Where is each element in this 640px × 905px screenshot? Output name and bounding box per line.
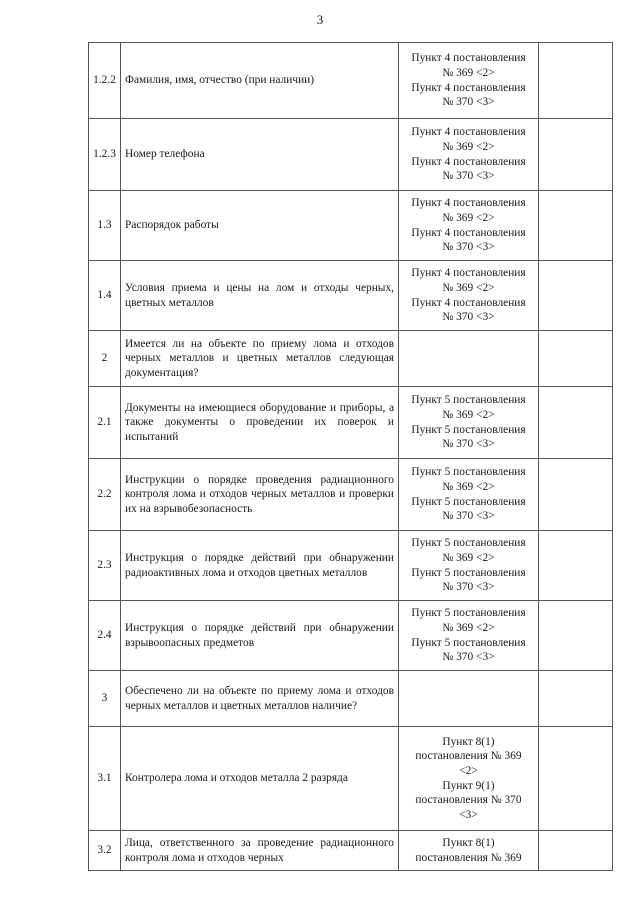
- reference-line: Пункт 5 постановления: [411, 537, 526, 550]
- reference-line: Пункт 5 постановления: [411, 466, 526, 479]
- row-number: 2.1: [89, 387, 121, 459]
- table-row: [89, 43, 613, 119]
- reference-line: Пункт 4 постановления: [411, 81, 526, 94]
- reference-line: Пункт 5 постановления: [411, 495, 526, 508]
- reference-line: постановления № 369: [415, 750, 522, 763]
- reference-line: <3>: [459, 808, 478, 821]
- table-row: [89, 387, 613, 459]
- reference-line: Пункт 4 постановления: [411, 52, 526, 65]
- reference-line: Пункт 8(1): [442, 836, 495, 849]
- table-row: [89, 331, 613, 387]
- row-reference: [399, 531, 539, 601]
- table-row: [89, 727, 613, 831]
- row-number: 2.2: [89, 459, 121, 531]
- row-question: Лица, ответственного за проведение радиационного контроля лома и отходов черных: [121, 831, 399, 871]
- answer-cell: [539, 831, 613, 871]
- reference-line: № 369 <2>: [442, 211, 495, 224]
- row-number: 1.4: [89, 261, 121, 331]
- reference-line: Пункт 9(1): [442, 779, 495, 792]
- answer-cell: [539, 191, 613, 261]
- reference-line: Пункт 8(1): [442, 735, 495, 748]
- table-row: [89, 601, 613, 671]
- reference-line: № 369 <2>: [442, 408, 495, 421]
- table-row: [89, 191, 613, 261]
- reference-line: Пункт 5 постановления: [411, 394, 526, 407]
- reference-line: Пункт 5 постановления: [411, 607, 526, 620]
- row-reference: [399, 459, 539, 531]
- table-row: [89, 531, 613, 601]
- row-question: Условия приема и цены на лом и отходы черных, цветных металлов: [121, 261, 399, 331]
- table-row: [89, 459, 613, 531]
- checklist-table: [88, 42, 613, 871]
- reference-line: № 370 <3>: [442, 581, 495, 594]
- row-reference: [399, 601, 539, 671]
- reference-line: Пункт 4 постановления: [411, 126, 526, 139]
- row-question: Инструкция о порядке действий при обнаружении радиоактивных лома и отходов цветных металлов: [121, 531, 399, 601]
- table-row: [89, 119, 613, 191]
- table-row: [89, 671, 613, 727]
- reference-line: Пункт 4 постановления: [411, 226, 526, 239]
- reference-line: № 370 <3>: [442, 241, 495, 254]
- reference-line: № 370 <3>: [442, 651, 495, 664]
- row-number: 3: [89, 671, 121, 727]
- row-number: 1.3: [89, 191, 121, 261]
- row-number: 2.4: [89, 601, 121, 671]
- reference-line: № 370 <3>: [442, 311, 495, 324]
- reference-line: Пункт 5 постановления: [411, 636, 526, 649]
- reference-line: № 369 <2>: [442, 480, 495, 493]
- reference-line: Пункт 4 постановления: [411, 267, 526, 280]
- row-question: Контролера лома и отходов металла 2 разряда: [121, 727, 399, 831]
- row-reference: [399, 261, 539, 331]
- reference-line: Пункт 5 постановления: [411, 566, 526, 579]
- answer-cell: [539, 331, 613, 387]
- row-number: 3.2: [89, 831, 121, 871]
- answer-cell: [539, 387, 613, 459]
- row-reference: [399, 727, 539, 831]
- reference-line: постановления № 370: [415, 794, 522, 807]
- answer-cell: [539, 261, 613, 331]
- row-question: Документы на имеющиеся оборудование и приборы, а также документы о проведении их поверок и испытаний: [121, 387, 399, 459]
- reference-line: № 369 <2>: [442, 621, 495, 634]
- answer-cell: [539, 459, 613, 531]
- row-reference: [399, 831, 539, 871]
- row-question: Номер телефона: [121, 119, 399, 191]
- row-number: 2.3: [89, 531, 121, 601]
- reference-line: № 370 <3>: [442, 170, 495, 183]
- reference-line: № 369 <2>: [442, 551, 495, 564]
- row-question: Обеспечено ли на объекте по приему лома и отходов черных металлов и цветных металлов наличие?: [121, 671, 399, 727]
- reference-line: № 369 <2>: [442, 281, 495, 294]
- reference-line: № 369 <2>: [442, 66, 495, 79]
- row-reference: [399, 387, 539, 459]
- row-reference: [399, 119, 539, 191]
- reference-line: Пункт 4 постановления: [411, 155, 526, 168]
- answer-cell: [539, 727, 613, 831]
- row-reference: [399, 43, 539, 119]
- row-reference: [399, 191, 539, 261]
- answer-cell: [539, 43, 613, 119]
- answer-cell: [539, 531, 613, 601]
- reference-line: № 369 <2>: [442, 140, 495, 153]
- answer-cell: [539, 601, 613, 671]
- row-question: Инструкции о порядке проведения радиационного контроля лома и отходов черных металлов и проверки их на взрывобезопасность: [121, 459, 399, 531]
- reference-line: Пункт 4 постановления: [411, 296, 526, 309]
- row-question: Инструкция о порядке действий при обнаружении взрывоопасных предметов: [121, 601, 399, 671]
- reference-line: № 370 <3>: [442, 510, 495, 523]
- row-question: Имеется ли на объекте по приему лома и отходов черных металлов и цветных металлов следующая документация?: [121, 331, 399, 387]
- reference-line: Пункт 5 постановления: [411, 423, 526, 436]
- row-reference: [399, 671, 539, 727]
- row-number: 1.2.3: [89, 119, 121, 191]
- page-number: 3: [316, 12, 324, 27]
- table-row: [89, 261, 613, 331]
- answer-cell: [539, 119, 613, 191]
- reference-line: Пункт 4 постановления: [411, 197, 526, 210]
- row-question: Распорядок работы: [121, 191, 399, 261]
- row-question: Фамилия, имя, отчество (при наличии): [121, 43, 399, 119]
- row-number: 3.1: [89, 727, 121, 831]
- answer-cell: [539, 671, 613, 727]
- row-number: 1.2.2: [89, 43, 121, 119]
- reference-line: № 370 <3>: [442, 96, 495, 109]
- row-reference: [399, 331, 539, 387]
- reference-line: № 370 <3>: [442, 438, 495, 451]
- row-number: 2: [89, 331, 121, 387]
- reference-line: <2>: [459, 764, 478, 777]
- reference-line: постановления № 369: [415, 851, 522, 864]
- table-row: [89, 831, 613, 871]
